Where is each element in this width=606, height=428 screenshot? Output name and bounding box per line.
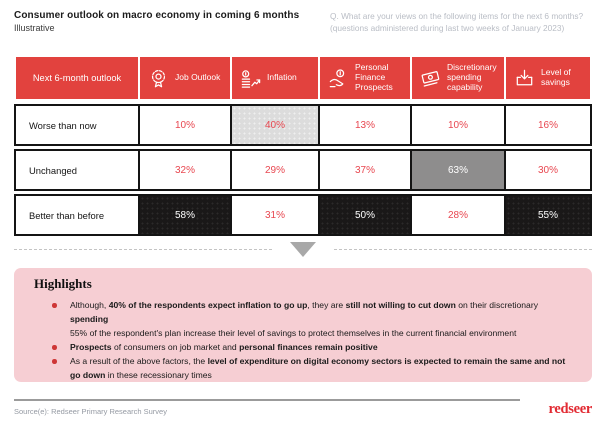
header-label: Discretionary spending capability [447, 62, 497, 92]
header-cell [140, 57, 230, 99]
badge-gear-icon [147, 67, 170, 90]
highlight-item: As a result of the above factors, the level of expenditure on digital economy sectors is expected to remain the same and not go down in these recessionary times [48, 354, 574, 382]
header-cell [506, 57, 590, 99]
value-cell: 10% [140, 106, 230, 144]
header-label: Personal Finance Prospects [355, 62, 393, 92]
top-bar [14, 10, 592, 35]
highlights-title: Highlights [34, 276, 92, 291]
row-label-cell: Worse than now [16, 106, 138, 144]
value-cell: 30% [506, 151, 590, 189]
page-title: Consumer outlook on macro economy in coming 6 months [14, 10, 300, 21]
title-block [14, 10, 299, 35]
value-cell: 13% [320, 106, 410, 144]
redseer-logo: redseer [548, 401, 592, 417]
banknotes-icon [419, 67, 442, 90]
table-body [14, 104, 592, 236]
outlook-table [14, 55, 592, 236]
header-label: Inflation [267, 72, 297, 83]
value-cell: 16% [506, 106, 590, 144]
header-cell [16, 57, 138, 99]
survey-question-line2: (questions administered during last two weeks of January 2023) [330, 23, 565, 34]
row-label-cell: Better than before [16, 196, 138, 234]
highlights-list [34, 298, 574, 382]
coins-growth-icon [239, 67, 262, 90]
value-cell: 29% [232, 151, 318, 189]
value-cell: 28% [412, 196, 504, 234]
table-header-row [14, 55, 592, 101]
value-cell: 10% [412, 106, 504, 144]
header-cell [412, 57, 504, 99]
divider [14, 240, 592, 258]
survey-question-line1: Q. What are your views on the following items for the next 6 months? [330, 11, 584, 21]
save-box-icon [513, 67, 536, 90]
value-cell: 31% [232, 196, 318, 234]
value-cell: 37% [320, 151, 410, 189]
down-triangle-icon [290, 242, 316, 257]
value-cell: 50% [320, 196, 410, 234]
value-cell: 63% [412, 151, 504, 189]
highlight-item: Although, 40% of the respondents expect inflation to go up, they are still not willing to cut down on their discretionary spending 55% of the respondent's plan increase their level of savings to protect themselves in the current financial environment [48, 298, 574, 340]
header-label: Job Outlook [175, 72, 221, 83]
table-row [14, 149, 592, 191]
survey-question [330, 10, 592, 35]
header-label: Level of savings [541, 67, 571, 87]
source-note: Source(e): Redseer Primary Research Survey [14, 407, 167, 416]
row-label-cell: Unchanged [16, 151, 138, 189]
header-cell [232, 57, 318, 99]
value-cell: 32% [140, 151, 230, 189]
table-row [14, 194, 592, 236]
hand-coin-icon [327, 67, 350, 90]
value-cell: 55% [506, 196, 590, 234]
header-cell [320, 57, 410, 99]
table-row [14, 104, 592, 146]
footer-divider [14, 399, 520, 401]
dashed-line-right [334, 249, 592, 250]
header-label: Next 6-month outlook [32, 72, 122, 83]
page-subtitle: Illustrative [14, 23, 55, 33]
dashed-line-left [14, 249, 272, 250]
value-cell: 58% [140, 196, 230, 234]
highlight-item: Prospects of consumers on job market and personal finances remain positive [48, 340, 574, 354]
highlights-panel [14, 268, 592, 382]
value-cell: 40% [232, 106, 318, 144]
